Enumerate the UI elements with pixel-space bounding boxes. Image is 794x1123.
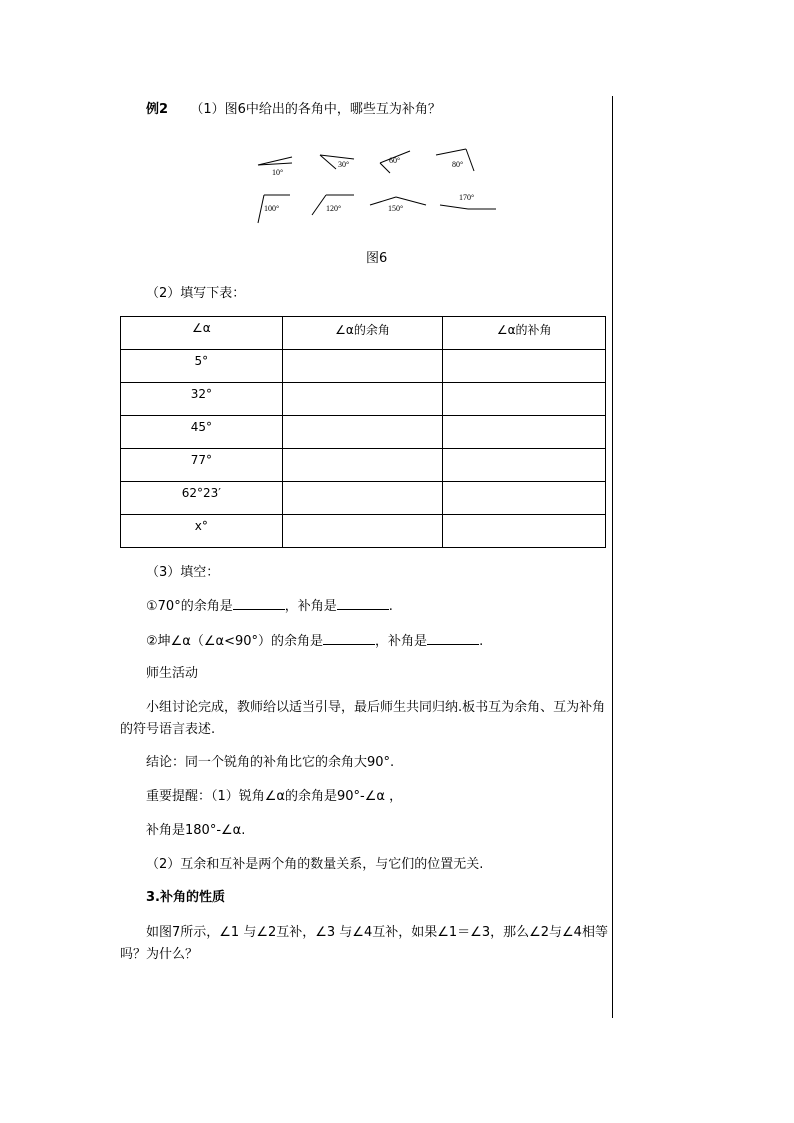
table-row [121,416,606,449]
fill-2-middle: ，补角是 [375,634,428,649]
angle-100 [258,195,290,223]
table-cell-angle: 62°23′ [121,482,283,515]
angle-80 [436,149,474,171]
angle-60 [380,151,410,173]
table-row [121,515,606,548]
angle-10 [258,157,292,177]
angle-30 [320,155,354,169]
table-cell-supplement[interactable] [443,515,606,548]
table-header: ∠α的补角 [443,317,606,350]
table-cell-supplement[interactable] [443,416,606,449]
reminder-1: 重要提醒：（1）锐角∠α的余角是90°-∠α ， [146,789,403,804]
table-cell-supplement[interactable] [443,383,606,416]
fill-2-blank-supplement[interactable] [427,632,479,645]
angle-label-30: 30° [338,160,350,169]
table-header-row [121,317,606,350]
reminder-2: （2）互余和互补是两个角的数量关系，与它们的位置无关. [146,857,484,872]
angle-120 [312,195,354,215]
table-cell-complement[interactable] [282,449,443,482]
angle-figure [250,145,506,225]
table-cell-supplement[interactable] [443,449,606,482]
conclusion-text: 结论：同一个锐角的补角比它的余角大90°. [146,755,395,770]
table-cell-angle: 77° [121,449,283,482]
table-row [121,482,606,515]
table-cell-complement[interactable] [282,482,443,515]
table-row [121,350,606,383]
angle-label-100: 100° [264,204,280,213]
figure-caption: 图6 [366,251,388,266]
fill-2-prefix: ②坤∠α（∠α<90°）的余角是 [146,634,324,649]
fill-1-blank-supplement[interactable] [337,597,389,610]
angle-170 [440,193,496,209]
section-3-question: 如图7所示，∠1 与∠2互补，∠3 与∠4互补，如果∠1＝∠3，那么∠2与∠4相等吗？为什么？ [120,925,608,962]
activity-body: 小组讨论完成，教师给以适当引导，最后师生共同归纳.板书互为余角、互为补角的符号语言表述. [120,700,606,737]
table-cell-supplement[interactable] [443,350,606,383]
page-divider [612,96,613,1018]
example-label: 例2 [146,102,169,117]
table-cell-angle: 32° [121,383,283,416]
table-cell-angle: 45° [121,416,283,449]
table-cell-complement[interactable] [282,383,443,416]
table-row [121,449,606,482]
fill-line-2 [146,632,483,650]
angle-label-120: 120° [326,204,342,213]
reminder-1-continued: 补角是180°-∠α. [146,823,246,838]
angle-table [120,316,606,548]
fill-1-blank-complement[interactable] [233,597,285,610]
section-3-heading: 3.补角的性质 [146,890,225,905]
angle-label-60: 60° [389,156,401,165]
angle-label-150: 150° [388,204,404,213]
angle-label-10: 10° [272,168,284,177]
table-cell-angle: 5° [121,350,283,383]
table-cell-supplement[interactable] [443,482,606,515]
fill-1-end: . [388,599,393,614]
question-3-text: （3）填空： [146,565,220,580]
fill-1-middle: ，补角是 [284,599,337,614]
angle-label-170: 170° [459,193,475,202]
table-cell-complement[interactable] [282,416,443,449]
table-row [121,383,606,416]
question-1-text: （1）图6中给出的各角中，哪些互为补角？ [190,102,441,117]
fill-1-prefix: ①70°的余角是 [146,599,233,614]
fill-2-blank-complement[interactable] [323,632,375,645]
fill-2-end: . [479,634,484,649]
example-question-1 [146,102,441,118]
angle-150 [370,197,426,213]
fill-line-1 [146,597,393,615]
question-2-text: （2）填写下表： [146,286,246,301]
activity-heading: 师生活动 [146,666,199,681]
table-cell-complement[interactable] [282,350,443,383]
table-cell-angle: x° [121,515,283,548]
table-cell-complement[interactable] [282,515,443,548]
angle-label-80: 80° [452,160,464,169]
table-header: ∠α的余角 [282,317,443,350]
table-header: ∠α [121,317,283,350]
